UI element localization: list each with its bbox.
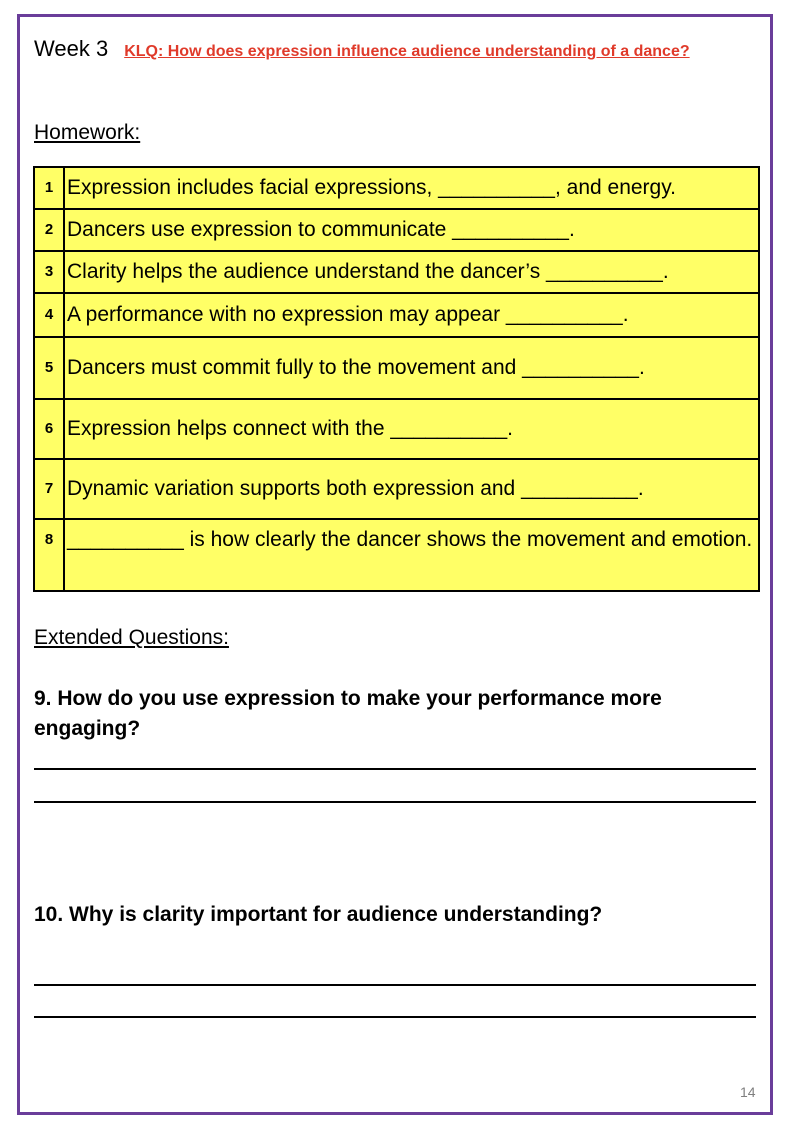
- header: [34, 36, 690, 62]
- table-row: [34, 293, 759, 337]
- extended-questions-heading: Extended Questions:: [34, 626, 229, 649]
- page-number: 14: [740, 1084, 756, 1100]
- row-text: Dancers use expression to communicate __________.: [64, 209, 759, 251]
- homework-table: [33, 166, 760, 592]
- table-row: [34, 209, 759, 251]
- row-text: Clarity helps the audience understand the dancer’s __________.: [64, 251, 759, 293]
- question-10: 10. Why is clarity important for audience understanding?: [34, 903, 603, 926]
- key-learning-question: KLQ: How does expression influence audience understanding of a dance?: [124, 43, 690, 60]
- answer-line: [34, 984, 756, 986]
- table-row: [34, 399, 759, 459]
- row-number: 4: [34, 293, 64, 337]
- row-text: Dynamic variation supports both expression and __________.: [64, 459, 759, 519]
- homework-heading: Homework:: [34, 121, 141, 144]
- row-number: 3: [34, 251, 64, 293]
- table-row: [34, 167, 759, 209]
- row-text: A performance with no expression may appear __________.: [64, 293, 759, 337]
- row-text: Expression includes facial expressions, __________, and energy.: [64, 167, 759, 209]
- row-text: Expression helps connect with the __________.: [64, 399, 759, 459]
- row-text: Dancers must commit fully to the movement and __________.: [64, 337, 759, 399]
- row-number: 8: [34, 519, 64, 591]
- table-row: [34, 459, 759, 519]
- row-text: __________ is how clearly the dancer shows the movement and emotion.: [64, 519, 759, 591]
- row-number: 7: [34, 459, 64, 519]
- week-label: Week 3: [34, 36, 109, 61]
- row-number: 1: [34, 167, 64, 209]
- answer-line: [34, 768, 756, 770]
- row-number: 2: [34, 209, 64, 251]
- table-row: [34, 337, 759, 399]
- table-row: [34, 519, 759, 591]
- row-number: 5: [34, 337, 64, 399]
- table-row: [34, 251, 759, 293]
- answer-line: [34, 801, 756, 803]
- question-9: 9. How do you use expression to make your performance more engaging?: [34, 687, 662, 741]
- row-number: 6: [34, 399, 64, 459]
- answer-line: [34, 1016, 756, 1018]
